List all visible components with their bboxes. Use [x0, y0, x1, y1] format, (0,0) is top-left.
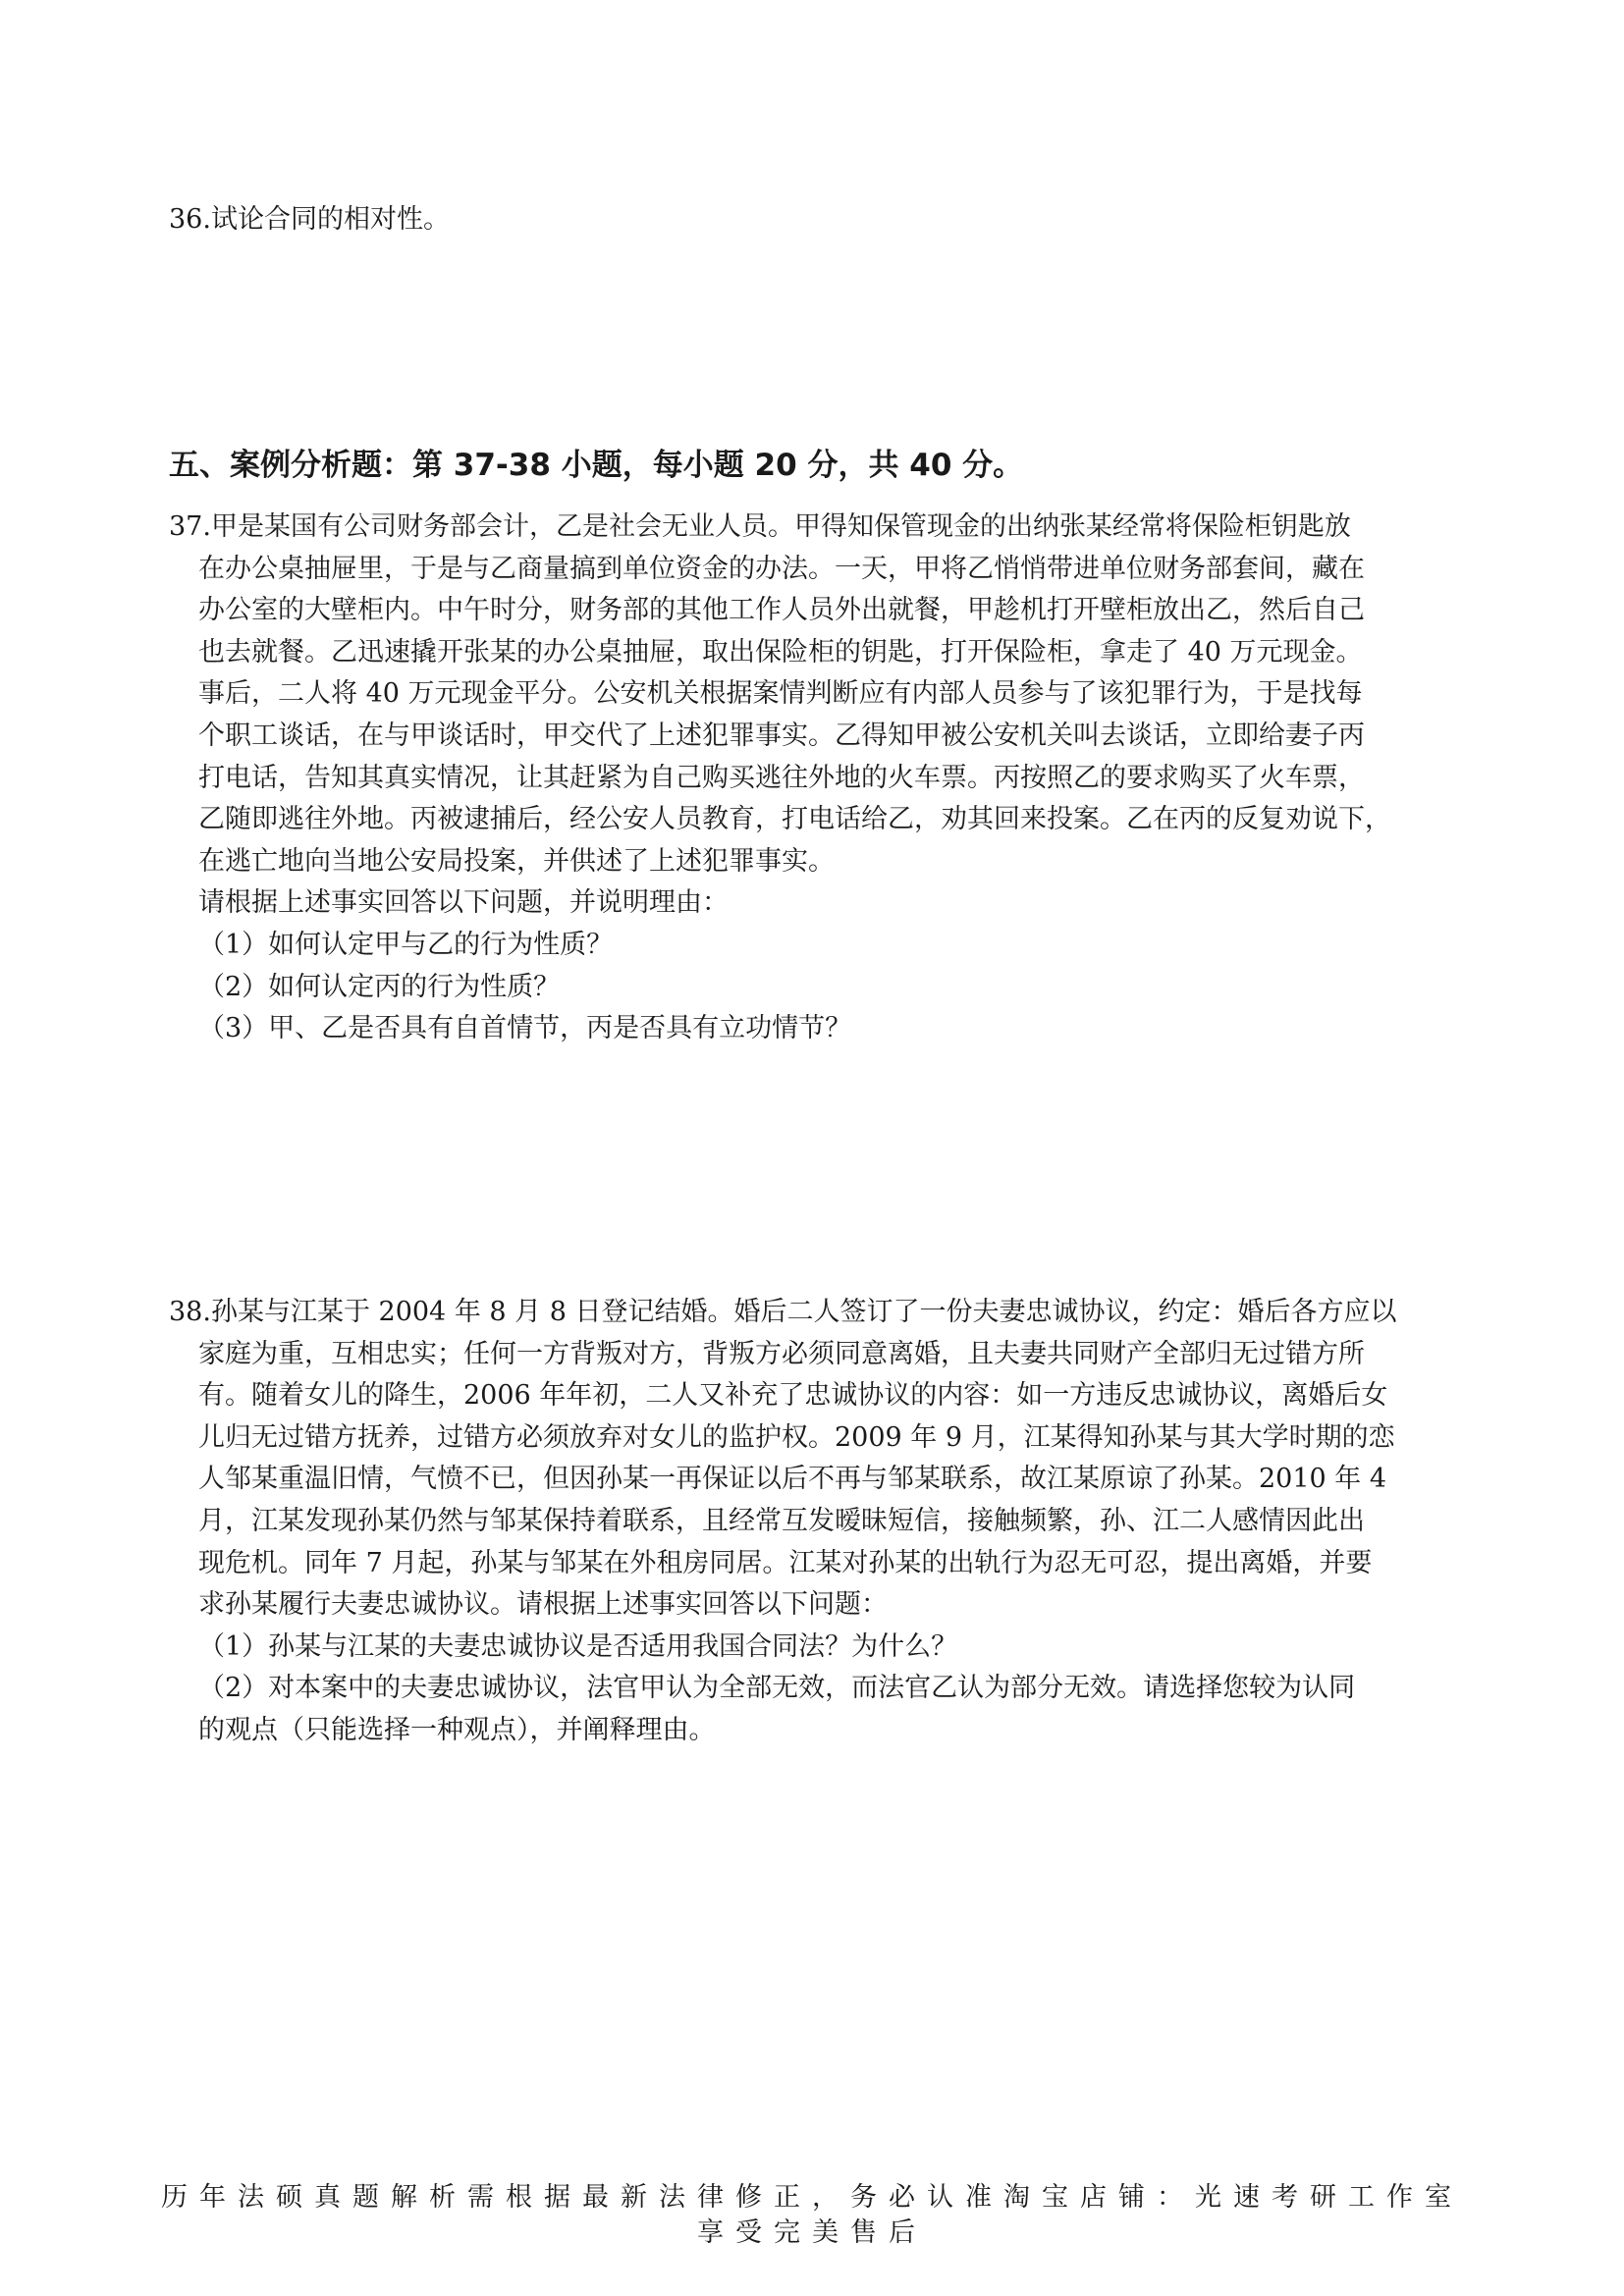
question-37-line: 打电话，告知其真实情况，让其赶紧为自己购买逃往外地的火车票。丙按照乙的要求购买了火车票， [198, 762, 1365, 793]
question-38 [169, 1292, 1455, 1752]
question-37-sub-1: （1）如何认定甲与乙的行为性质？ [198, 929, 614, 960]
question-37-sub-3: （3）甲、乙是否具有自首情节，丙是否具有立功情节？ [198, 1013, 852, 1044]
question-38-line: 儿归无过错方抚养，过错方必须放弃对女儿的监护权。2009 年 9 月，江某得知孙某与其大学时期的恋 [198, 1421, 1395, 1453]
question-37-line: 个职工谈话，在与甲谈话时，甲交代了上述犯罪事实。乙得知甲被公安机关叫去谈话，立即给妻子丙 [198, 720, 1365, 751]
question-37-line: 也去就餐。乙迅速撬开张某的办公桌抽屉，取出保险柜的钥匙，打开保险柜，拿走了 40 万元现金。 [198, 636, 1363, 667]
question-38-sub-1: （1）孙某与江某的夫妻忠诚协议是否适用我国合同法？为什么？ [198, 1630, 958, 1662]
footer-line-1: 历年法硕真题解析需根据最新法律修正，务必认准淘宝店铺：光速考研工作室 [161, 2182, 1463, 2213]
question-37-line: 办公室的大壁柜内。中午时分，财务部的其他工作人员外出就餐，甲趁机打开壁柜放出乙，然后自己 [198, 595, 1365, 626]
question-37-line: 在办公桌抽屉里，于是与乙商量搞到单位资金的办法。一天，甲将乙悄悄带进单位财务部套间，藏在 [198, 553, 1365, 584]
question-37-line: 在逃亡地向当地公安局投案，并供述了上述犯罪事实。 [198, 845, 835, 877]
section-5-heading: 五、案例分析题：第 37-38 小题，每小题 20 分，共 40 分。 [169, 448, 1024, 483]
question-37-prompt: 请根据上述事实回答以下问题，并说明理由： [198, 887, 729, 919]
question-38-line: 现危机。同年 7 月起，孙某与邹某在外租房同居。江某对孙某的出轨行为忍无可忍，提出离婚，并要 [198, 1547, 1373, 1578]
question-38-line: 家庭为重，互相忠实；任何一方背叛对方，背叛方必须同意离婚，且夫妻共同财产全部归无过错方所 [198, 1338, 1365, 1369]
question-38-line: 求孙某履行夫妻忠诚协议。请根据上述事实回答以下问题： [198, 1589, 888, 1621]
question-37-line: 乙随即逃往外地。丙被逮捕后，经公安人员教育，打电话给乙，劝其回来投案。乙在丙的反复劝说下， [198, 804, 1391, 835]
question-38-line: 月，江某发现孙某仍然与邹某保持着联系，且经常互发暧昧短信，接触频繁，孙、江二人感情因此出 [198, 1505, 1365, 1536]
page-footer [0, 2180, 1624, 2251]
question-37-line: 37.甲是某国有公司财务部会计，乙是社会无业人员。甲得知保管现金的出纳张某经常将保险柜钥匙放 [169, 511, 1351, 542]
question-38-sub-2-cont: 的观点（只能选择一种观点），并阐释理由。 [198, 1714, 716, 1745]
question-38-sub-2: （2）对本案中的夫妻忠诚协议，法官甲认为全部无效，而法官乙认为部分无效。请选择您较为认同 [198, 1673, 1356, 1704]
question-38-line: 有。随着女儿的降生，2006 年年初，二人又补充了忠诚协议的内容：如一方违反忠诚协议，离婚后女 [198, 1380, 1388, 1412]
question-37 [169, 507, 1455, 1050]
question-36: 36.试论合同的相对性。 [169, 204, 450, 235]
question-37-line: 事后，二人将 40 万元现金平分。公安机关根据案情判断应有内部人员参与了该犯罪行为，于是找每 [198, 678, 1363, 710]
question-38-line: 人邹某重温旧情，气愤不已，但因孙某一再保证以后不再与邹某联系，故江某原谅了孙某。2010 年 4 [198, 1464, 1387, 1495]
footer-line-2: 享受完美售后 [697, 2217, 927, 2248]
question-38-line: 38.孙某与江某于 2004 年 8 月 8 日登记结婚。婚后二人签订了一份夫妻忠诚协议，约定：婚后各方应以 [169, 1297, 1397, 1327]
question-37-sub-2: （2）如何认定丙的行为性质？ [198, 971, 561, 1002]
